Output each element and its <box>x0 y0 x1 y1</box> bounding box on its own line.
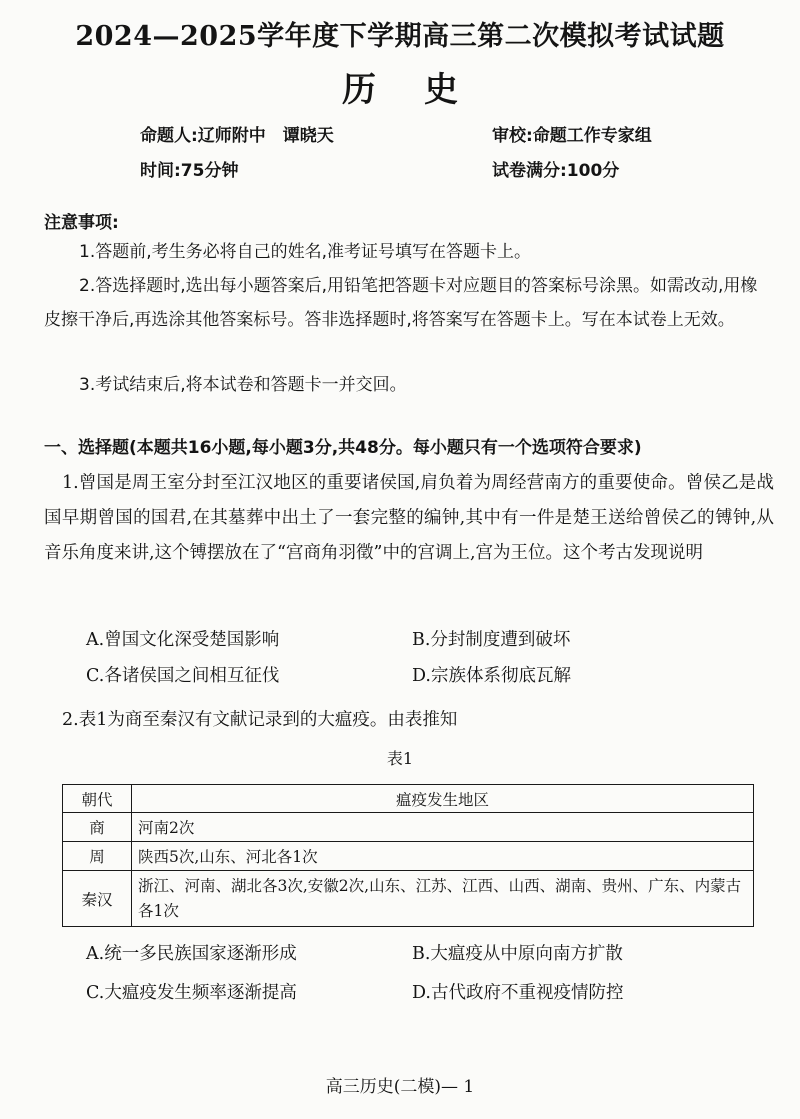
q1-option-d: D.宗族体系彻底瓦解 <box>412 666 571 686</box>
table-cell-dynasty: 周 <box>63 842 132 871</box>
table-caption: 表1 <box>386 749 414 768</box>
exam-title: 2024—2025学年度下学期高三第二次模拟考试试题 <box>75 21 725 52</box>
table-cell-dynasty: 秦汉 <box>63 871 132 927</box>
q1-option-b: B.分封制度遭到破坏 <box>412 630 571 650</box>
score-line: 试卷满分:100分 <box>492 161 620 181</box>
q1-stem: 1.曾国是周王室分封至江汉地区的重要诸侯国,肩负着为周经营南方的重要使命。曾侯乙是战国早期曾国的国君,在其墓葬中出土了一套完整的编钟,其中有一件是楚王送给曾侯乙的镈钟,从音乐角度来讲,这个镈摆放在了“宫商角羽徵”中的宫调上,宫为王位。这个考古发现说明 <box>44 473 774 563</box>
table-header-regions: 瘟疫发生地区 <box>132 785 754 813</box>
table-cell-regions: 河南2次 <box>132 813 754 842</box>
epidemic-table <box>62 784 754 927</box>
table-row <box>63 813 754 842</box>
subject-title: 历史 <box>342 70 506 110</box>
notice-item-3: 3.考试结束后,将本试卷和答题卡一并交回。 <box>79 375 407 395</box>
notice-heading: 注意事项: <box>44 213 119 233</box>
page-footer: 高三历史(二模)— 1 <box>325 1077 475 1097</box>
author-line: 命题人:辽师附中 谭晓天 <box>140 126 334 146</box>
q1-option-c: C.各诸侯国之间相互征伐 <box>86 666 280 686</box>
q1-option-a: A.曾国文化深受楚国影响 <box>86 630 280 650</box>
reviewer-line: 审校:命题工作专家组 <box>492 126 652 146</box>
q2-option-b: B.大瘟疫从中原向南方扩散 <box>412 944 623 964</box>
notice-item-1: 1.答题前,考生务必将自己的姓名,准考证号填写在答题卡上。 <box>79 242 532 262</box>
q2-option-d: D.古代政府不重视疫情防控 <box>412 983 624 1003</box>
table-row <box>63 842 754 871</box>
table-row <box>63 871 754 927</box>
table-cell-dynasty: 商 <box>63 813 132 842</box>
table-cell-regions: 浙江、河南、湖北各3次,安徽2次,山东、江苏、江西、山西、湖南、贵州、广东、内蒙古各1次 <box>132 871 754 927</box>
notice-item-2: 2.答选择题时,选出每小题答案后,用铅笔把答题卡对应题目的答案标号涂黑。如需改动,用橡皮擦干净后,再选涂其他答案标号。答非选择题时,将答案写在答题卡上。写在本试卷上无效。 <box>44 276 758 330</box>
table-header-row <box>63 785 754 813</box>
table-cell-regions: 陕西5次,山东、河北各1次 <box>132 842 754 871</box>
time-line: 时间:75分钟 <box>140 161 239 181</box>
q2-option-c: C.大瘟疫发生频率逐渐提高 <box>86 983 297 1003</box>
table-header-dynasty: 朝代 <box>63 785 132 813</box>
section-heading: 一、选择题(本题共16小题,每小题3分,共48分。每小题只有一个选项符合要求) <box>44 438 642 458</box>
q2-stem: 2.表1为商至秦汉有文献记录到的大瘟疫。由表推知 <box>62 710 458 730</box>
q2-option-a: A.统一多民族国家逐渐形成 <box>86 944 297 964</box>
